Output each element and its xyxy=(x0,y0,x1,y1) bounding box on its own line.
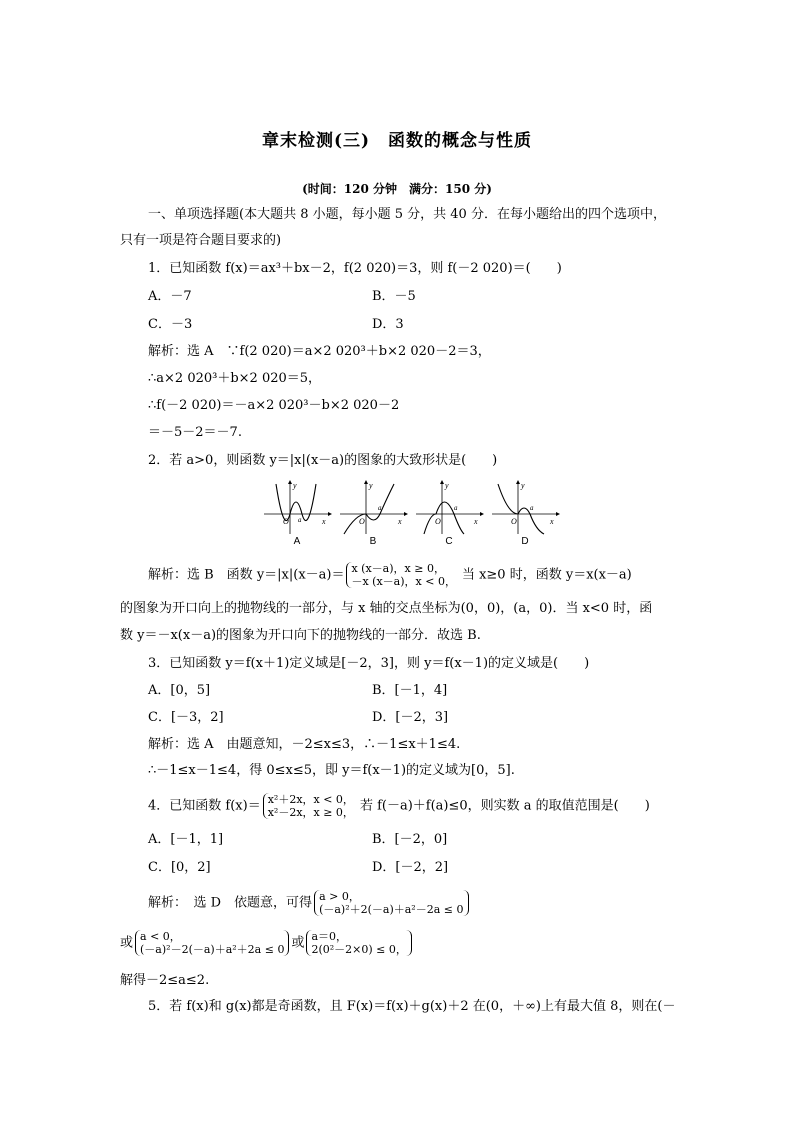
q3-stem: 3．已知函数 y＝f(x＋1)定义域是[－2，3]，则 y＝f(x－1)的定义域是( ) xyxy=(148,656,590,671)
q2-figure-label-a: A xyxy=(293,536,301,547)
q4-option-b: B．[－2，0] xyxy=(372,832,448,847)
q1-option-d: D．3 xyxy=(372,317,404,332)
q1-option-b: B．－5 xyxy=(372,289,416,304)
q3-option-d: D．[－2，3] xyxy=(372,710,449,725)
q4-option-a: A．[－1，1] xyxy=(148,832,224,847)
q2-solution-line3: 数 y＝－x(x－a)的图象为开口向下的抛物线的一部分．故选 B. xyxy=(120,628,481,643)
q3-solution-line2: ∴－1≤x－1≤4，得 0≤x≤5，即 y＝f(x－1)的定义域为[0，5]. xyxy=(148,763,515,778)
q4-piecewise-brace xyxy=(263,793,358,819)
q4-system-2 xyxy=(135,930,289,956)
q4-system-1 xyxy=(314,890,468,916)
q2-a-a-label: a xyxy=(298,516,302,524)
q3-option-a: A．[0，5] xyxy=(148,683,211,698)
q4-system-2-row2: (－a)²－2(－a)＋a²＋2a ≤ 0 xyxy=(140,943,285,956)
q2-b-x-label: x xyxy=(398,517,402,526)
page-title: 章末检测(三) 函数的概念与性质 xyxy=(261,131,533,151)
q4-or-2: 或 xyxy=(291,935,305,951)
q4-stem-suffix: 若 f(－a)＋f(a)≤0，则实数 a 的取值范围是( ) xyxy=(359,798,650,814)
q2-solution-suffix: 当 x≥0 时，函数 y＝x(x－a) xyxy=(461,567,632,583)
q2-c-a-label: a xyxy=(454,504,458,512)
q2-b-origin-label: O xyxy=(359,517,365,526)
q2-figure-label-b: B xyxy=(369,536,377,547)
q2-a-x-label: x xyxy=(322,517,326,526)
q3-solution-line1: 解析：选 A 由题意知，－2≤x≤3，∴－1≤x＋1≤4. xyxy=(148,737,461,752)
exam-info: (时间：120 分钟 满分：150 分) xyxy=(302,182,492,196)
q2-c-y-label: y xyxy=(445,481,449,490)
q4-stem-prefix: 4．已知函数 f(x)＝ xyxy=(148,798,261,814)
q4-system-1-row1: a > 0， xyxy=(319,890,360,903)
q2-figure-a xyxy=(262,480,332,550)
q2-figure-d xyxy=(490,480,560,550)
q4-case-2: x²－2x，x ≥ 0， xyxy=(267,806,354,819)
q2-solution-line1 xyxy=(148,562,632,588)
q2-case-2: －x (x－a)，x < 0， xyxy=(351,575,456,588)
q2-a-y-label: y xyxy=(293,481,297,490)
q2-b-y-label: y xyxy=(369,481,373,490)
q2-d-origin-label: O xyxy=(511,517,517,526)
q4-option-d: D．[－2，2] xyxy=(372,860,449,875)
q1-option-a: A．－7 xyxy=(148,289,192,304)
q4-solution-result: 解得－2≤a≤2. xyxy=(120,973,210,988)
q2-b-a-label: a xyxy=(378,504,382,512)
q2-stem: 2．若 a>0，则函数 y＝|x|(x－a)的图象的大致形状是( ) xyxy=(148,453,498,468)
q3-option-b: B．[－1，4] xyxy=(372,683,448,698)
q1-stem: 1．已知函数 f(x)＝ax³＋bx－2，f(2 020)＝3，则 f(－2 020)＝( ) xyxy=(148,261,562,276)
q4-solution-prefix: 解析： 选 D 依题意，可得 xyxy=(148,895,313,911)
q2-d-y-label: y xyxy=(521,481,525,490)
q2-figure-label-c: C xyxy=(445,536,453,547)
q4-or-1: 或 xyxy=(120,935,134,951)
q2-solution-prefix: 解析：选 B 函数 y＝|x|(x－a)＝ xyxy=(148,567,345,583)
q4-option-c: C．[0，2] xyxy=(148,860,211,875)
q2-figure-c xyxy=(414,480,484,550)
q1-solution-line2: ∴a×2 020³＋b×2 020＝5， xyxy=(148,371,322,386)
q1-solution-line3: ∴f(－2 020)＝－a×2 020³－b×2 020－2 xyxy=(148,398,400,413)
q2-d-a-label: a xyxy=(530,504,534,512)
q4-system-3 xyxy=(306,930,411,956)
section1-intro-line1: 一、单项选择题(本大题共 8 小题，每小题 5 分，共 40 分．在每小题给出的四个选项中， xyxy=(148,207,666,222)
q1-solution-line1: 解析：选 A ∵f(2 020)＝a×2 020³＋b×2 020－2＝3， xyxy=(148,344,491,359)
q2-case-1: x (x－a)，x ≥ 0， xyxy=(351,562,445,575)
q4-solution-line1 xyxy=(148,890,471,916)
q2-d-x-label: x xyxy=(550,517,554,526)
q1-solution-line4: ＝－5－2＝－7. xyxy=(148,425,242,440)
q4-system-3-row2: 2(0²－2×0) ≤ 0， xyxy=(311,943,407,956)
q2-figure-b xyxy=(338,480,408,550)
q4-system-1-row2: (－a)²＋2(－a)＋a²－2a ≤ 0 xyxy=(319,903,464,916)
q4-case-1: x²＋2x，x < 0， xyxy=(267,793,354,806)
q2-graph-b xyxy=(338,480,408,536)
q2-a-origin-label: O xyxy=(283,517,289,526)
q4-system-2-row1: a < 0， xyxy=(140,930,181,943)
q2-piecewise-brace xyxy=(346,562,459,588)
q3-option-c: C．[－3，2] xyxy=(148,710,224,725)
section1-intro-line2: 只有一项是符合题目要求的) xyxy=(120,233,282,248)
q5-stem: 5．若 f(x)和 g(x)都是奇函数，且 F(x)＝f(x)＋g(x)＋2 在(0，＋∞)上有最大值 8，则在(－ xyxy=(148,999,676,1014)
q4-solution-line2 xyxy=(120,930,414,956)
q2-graph-d xyxy=(490,480,560,536)
q2-graph-c xyxy=(414,480,484,536)
q4-system-3-row1: a＝0， xyxy=(311,930,348,943)
q4-stem xyxy=(148,793,650,819)
q2-graph-a xyxy=(262,480,332,536)
q2-solution-line2: 的图象为开口向上的抛物线的一部分，与 x 轴的交点坐标为(0，0)，(a，0)．当 x<0 时，函 xyxy=(120,601,653,616)
q2-figure-label-d: D xyxy=(521,536,529,547)
q2-c-x-label: x xyxy=(474,517,478,526)
q1-option-c: C．－3 xyxy=(148,317,193,332)
q2-c-origin-label: O xyxy=(435,517,441,526)
